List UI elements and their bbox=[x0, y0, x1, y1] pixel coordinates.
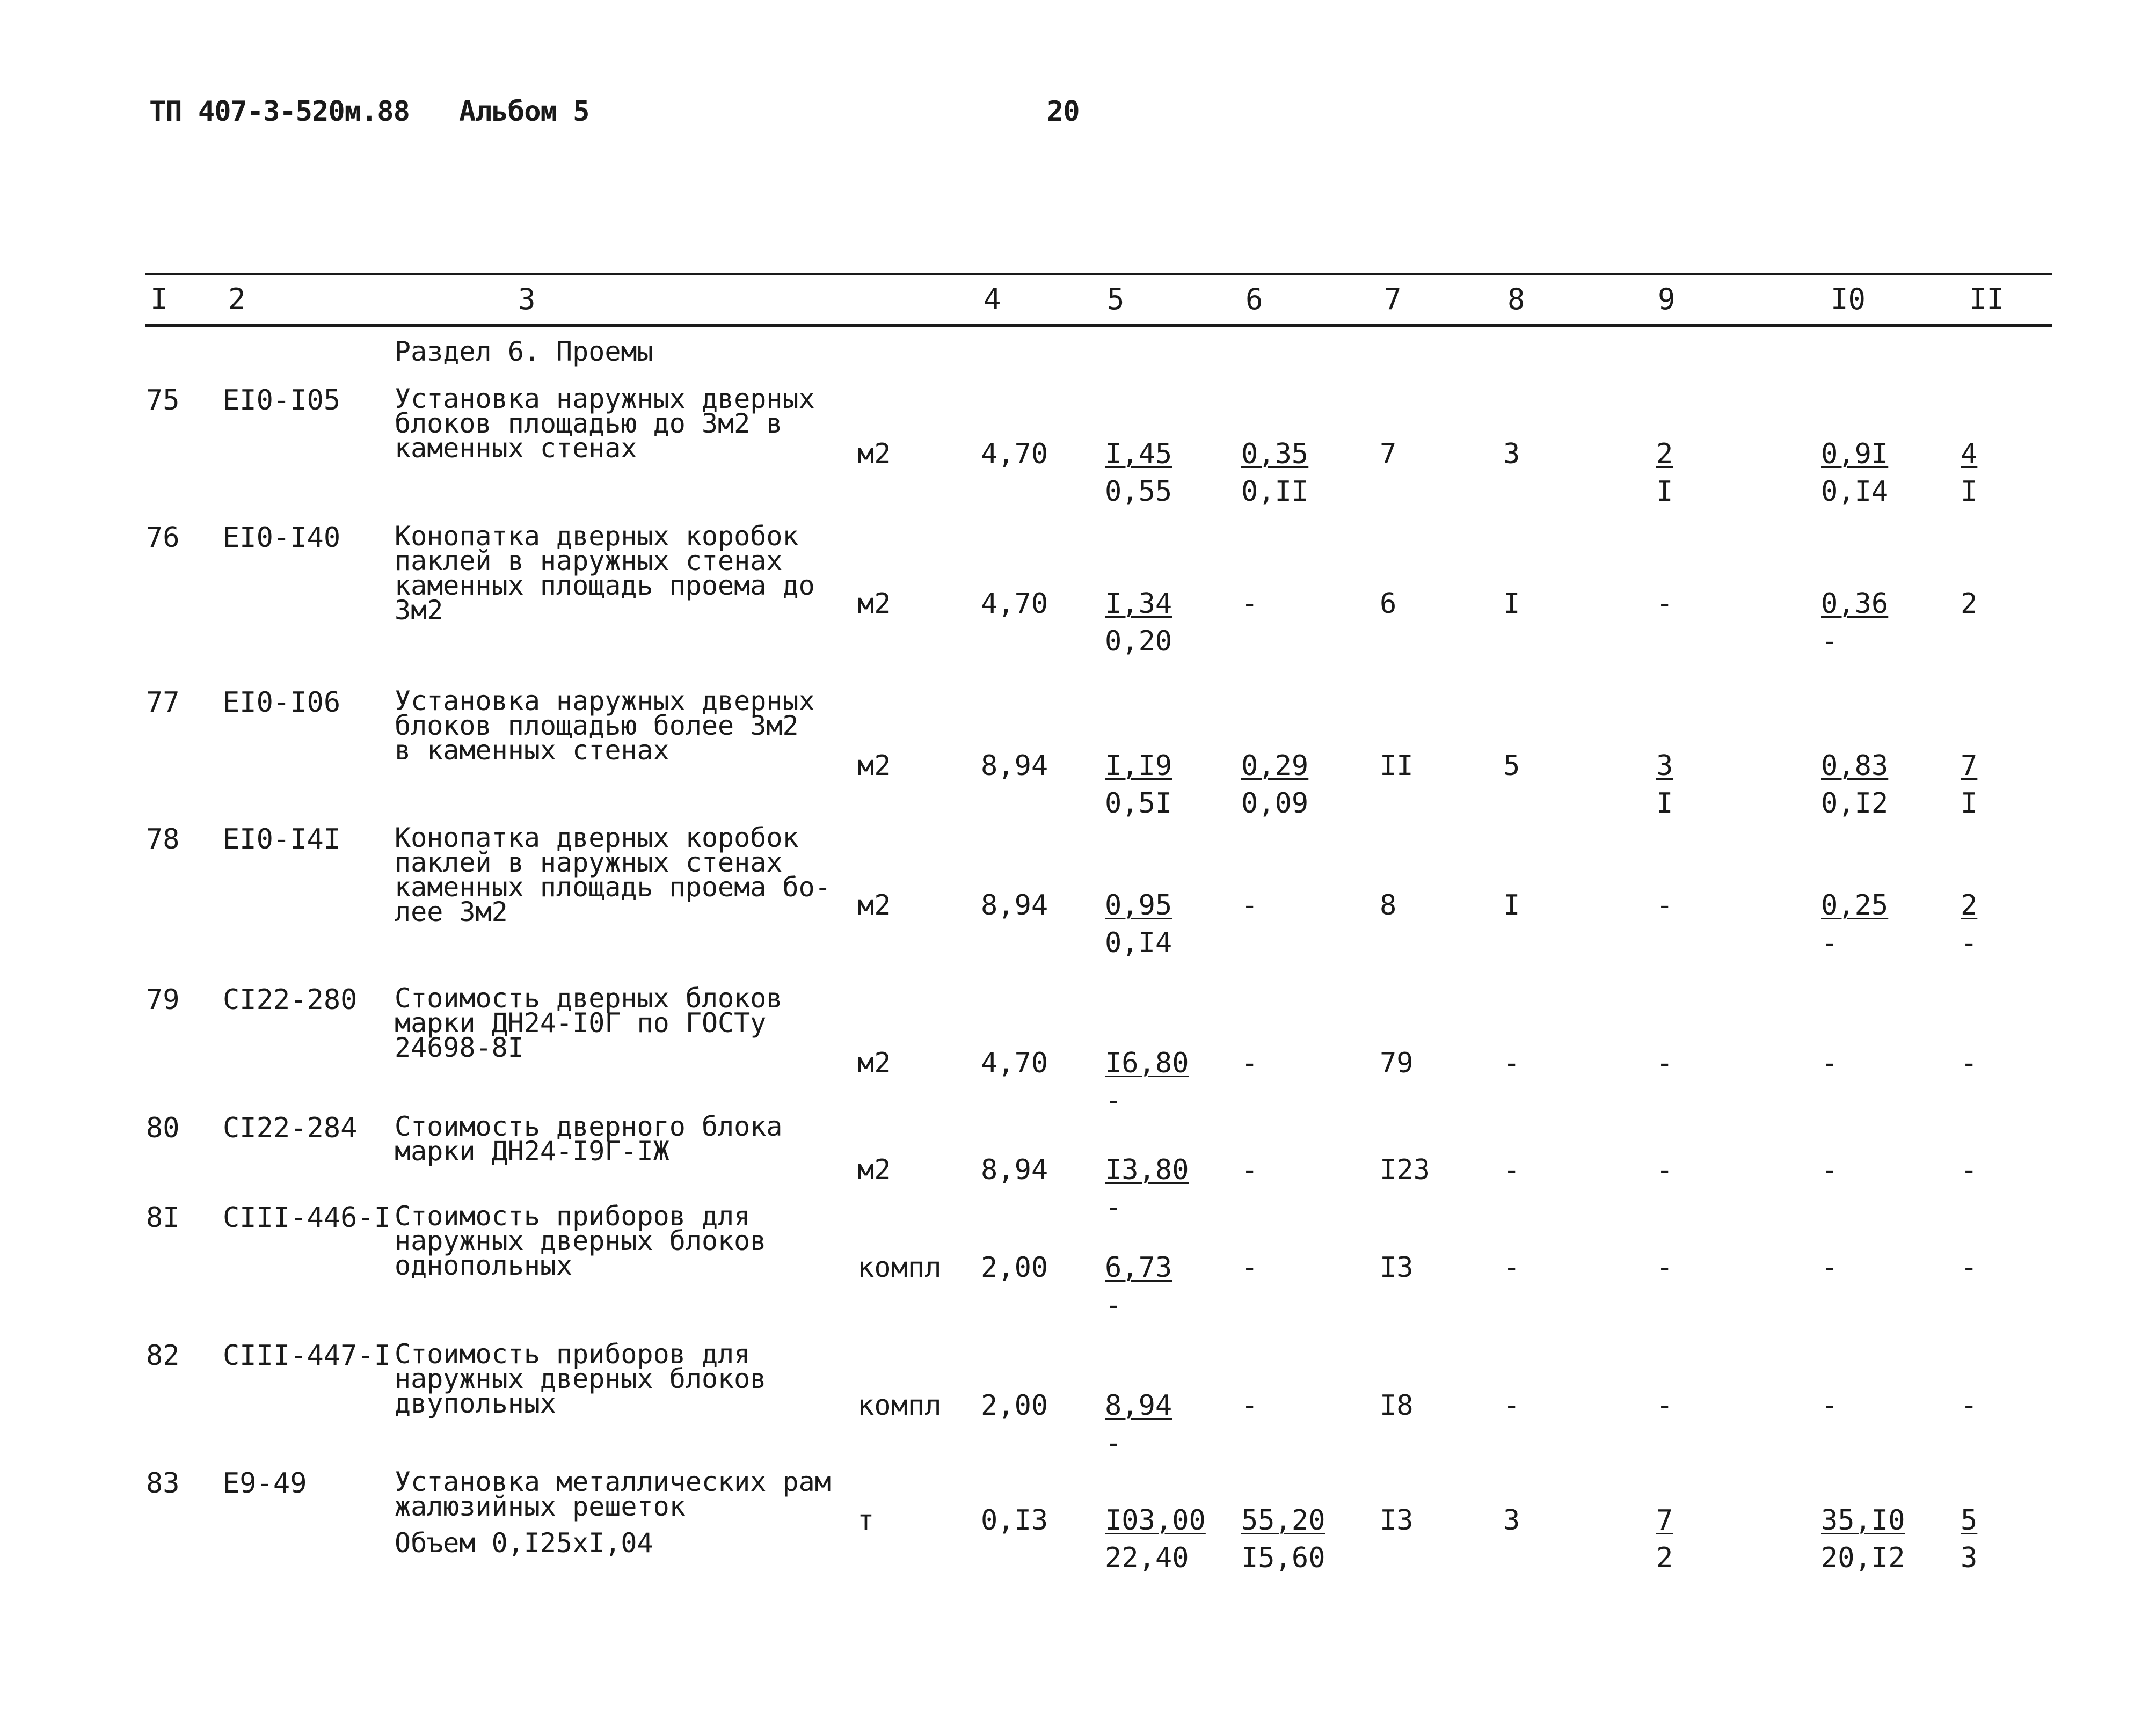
col9-top-value: - bbox=[1656, 1252, 1673, 1284]
description-line: каменных стенах bbox=[395, 433, 637, 464]
unit-cell: компл bbox=[857, 1390, 942, 1422]
col5-top-value: I03,00 bbox=[1105, 1504, 1206, 1537]
code-cell: Е9-49 bbox=[223, 1467, 307, 1500]
description-line: блоков площадью более 3м2 bbox=[395, 710, 799, 741]
col9-top-value: - bbox=[1656, 1047, 1673, 1079]
col5-top-value: 8,94 bbox=[1105, 1390, 1172, 1422]
row-number: 75 bbox=[146, 384, 180, 416]
description-line: Стоимость приборов для bbox=[395, 1201, 751, 1232]
description-line: марки ДН24-I9Г-IЖ bbox=[395, 1136, 669, 1167]
section-title: Раздел 6. Проемы bbox=[395, 336, 653, 367]
description-line: каменных площадь проема до bbox=[395, 570, 815, 601]
col8-value: - bbox=[1503, 1390, 1520, 1422]
col9-bottom-value: 2 bbox=[1656, 1542, 1673, 1574]
col10-top-value: 0,83 bbox=[1821, 750, 1889, 782]
row-number: 76 bbox=[146, 522, 180, 554]
description-line: Стоимость приборов для bbox=[395, 1339, 751, 1370]
col7-value: I8 bbox=[1380, 1390, 1414, 1422]
col7-value: 7 bbox=[1380, 438, 1397, 470]
col5-top-value: I,34 bbox=[1105, 588, 1172, 620]
description-line: жалюзийных решеток bbox=[395, 1491, 686, 1522]
col9-top-value: 7 bbox=[1656, 1504, 1673, 1537]
col6-top-value: - bbox=[1241, 1047, 1258, 1079]
description-line: 3м2 bbox=[395, 595, 443, 626]
col11-top-value: - bbox=[1961, 1390, 1978, 1422]
column-number: 3 bbox=[518, 282, 536, 316]
row-number: 80 bbox=[146, 1112, 180, 1144]
description-line: Установка наружных дверных bbox=[395, 685, 815, 716]
col11-bottom-value: 3 bbox=[1961, 1542, 1978, 1574]
col5-bottom-value: 0,5I bbox=[1105, 787, 1172, 820]
col5-top-value: I,45 bbox=[1105, 438, 1172, 470]
col8-value: - bbox=[1503, 1252, 1520, 1284]
col9-top-value: 3 bbox=[1656, 750, 1673, 782]
col10-bottom-value: - bbox=[1821, 625, 1838, 657]
col10-top-value: - bbox=[1821, 1390, 1838, 1422]
column-number: 6 bbox=[1245, 282, 1263, 316]
col10-top-value: - bbox=[1821, 1252, 1838, 1284]
col10-bottom-value: - bbox=[1821, 927, 1838, 959]
row-number: 8I bbox=[146, 1202, 180, 1234]
code-cell: СIII-446-I bbox=[223, 1202, 391, 1234]
col5-top-value: I,I9 bbox=[1105, 750, 1172, 782]
row-number: 82 bbox=[146, 1340, 180, 1372]
col6-top-value: - bbox=[1241, 1390, 1258, 1422]
col9-bottom-value: I bbox=[1656, 476, 1673, 508]
row-number: 77 bbox=[146, 686, 180, 719]
col6-top-value: 55,20 bbox=[1241, 1504, 1325, 1537]
col6-top-value: - bbox=[1241, 889, 1258, 922]
description-line: однопольных bbox=[395, 1250, 573, 1281]
column-number: 7 bbox=[1384, 282, 1402, 316]
col6-top-value: - bbox=[1241, 1252, 1258, 1284]
col10-top-value: 0,36 bbox=[1821, 588, 1889, 620]
unit-cell: м2 bbox=[857, 1047, 891, 1079]
unit-cell: м2 bbox=[857, 438, 891, 470]
col8-value: 3 bbox=[1503, 438, 1520, 470]
code-cell: СI22-280 bbox=[223, 984, 358, 1016]
col10-top-value: 0,9I bbox=[1821, 438, 1889, 470]
col11-bottom-value: I bbox=[1961, 476, 1978, 508]
description-line: каменных площадь проема бо- bbox=[395, 872, 831, 903]
unit-cell: компл bbox=[857, 1252, 942, 1284]
description-line: лее 3м2 bbox=[395, 896, 508, 927]
col6-bottom-value: 0,09 bbox=[1241, 787, 1309, 820]
quantity-cell: 4,70 bbox=[981, 438, 1048, 470]
code-cell: ЕI0-I40 bbox=[223, 522, 341, 554]
description-line: Стоимость дверного блока bbox=[395, 1111, 783, 1142]
quantity-cell: 2,00 bbox=[981, 1390, 1048, 1422]
col9-top-value: - bbox=[1656, 588, 1673, 620]
col5-bottom-value: - bbox=[1105, 1085, 1122, 1117]
quantity-cell: 4,70 bbox=[981, 588, 1048, 620]
col5-bottom-value: - bbox=[1105, 1191, 1122, 1224]
col5-bottom-value: 0,20 bbox=[1105, 625, 1172, 657]
row-number: 78 bbox=[146, 823, 180, 855]
col11-top-value: 7 bbox=[1961, 750, 1978, 782]
col7-value: 6 bbox=[1380, 588, 1397, 620]
column-number: 8 bbox=[1507, 282, 1525, 316]
col5-top-value: 6,73 bbox=[1105, 1252, 1172, 1284]
album-label: Альбом 5 bbox=[459, 96, 589, 128]
col11-top-value: - bbox=[1961, 1154, 1978, 1186]
description-line: блоков площадью до 3м2 в bbox=[395, 408, 783, 439]
col6-top-value: - bbox=[1241, 1154, 1258, 1186]
description-line: паклей в наружных стенах bbox=[395, 545, 783, 576]
col7-value: I23 bbox=[1380, 1154, 1430, 1186]
description-line: Конопатка дверных коробок bbox=[395, 822, 799, 853]
description-line: марки ДН24-I0Г по ГОСТу bbox=[395, 1007, 767, 1039]
col9-top-value: 2 bbox=[1656, 438, 1673, 470]
description-line: Установка металлических рам bbox=[395, 1466, 831, 1497]
row-number: 83 bbox=[146, 1467, 180, 1500]
description-line: двупольных bbox=[395, 1388, 557, 1419]
col11-top-value: 2 bbox=[1961, 889, 1978, 922]
description-line: Стоимость дверных блоков bbox=[395, 983, 783, 1014]
quantity-cell: 8,94 bbox=[981, 750, 1048, 782]
col9-bottom-value: I bbox=[1656, 787, 1673, 820]
col6-bottom-value: I5,60 bbox=[1241, 1542, 1325, 1574]
description-line: наружных дверных блоков bbox=[395, 1225, 767, 1256]
quantity-cell: 8,94 bbox=[981, 1154, 1048, 1186]
col8-value: - bbox=[1503, 1154, 1520, 1186]
unit-cell: м2 bbox=[857, 1154, 891, 1186]
col5-bottom-value: - bbox=[1105, 1289, 1122, 1321]
unit-cell: м2 bbox=[857, 588, 891, 620]
description-line: 24698-8I bbox=[395, 1032, 524, 1063]
quantity-cell: 8,94 bbox=[981, 889, 1048, 922]
row-number: 79 bbox=[146, 984, 180, 1016]
col6-bottom-value: 0,II bbox=[1241, 476, 1309, 508]
column-number: 9 bbox=[1658, 282, 1676, 316]
col11-bottom-value: - bbox=[1961, 927, 1978, 959]
col7-value: 79 bbox=[1380, 1047, 1414, 1079]
page-number: 20 bbox=[1047, 96, 1080, 128]
code-cell: ЕI0-I06 bbox=[223, 686, 341, 719]
description-line: паклей в наружных стенах bbox=[395, 847, 783, 878]
col5-bottom-value: 0,55 bbox=[1105, 476, 1172, 508]
col10-bottom-value: 0,I4 bbox=[1821, 476, 1889, 508]
document-code: ТП 407-3-520м.88 bbox=[149, 96, 410, 128]
col5-bottom-value: 0,I4 bbox=[1105, 927, 1172, 959]
col10-top-value: 0,25 bbox=[1821, 889, 1889, 922]
col7-value: II bbox=[1380, 750, 1414, 782]
col10-top-value: 35,I0 bbox=[1821, 1504, 1905, 1537]
unit-cell: м2 bbox=[857, 750, 891, 782]
col5-bottom-value: 22,40 bbox=[1105, 1542, 1189, 1574]
description-line: в каменных стенах bbox=[395, 735, 669, 766]
col5-top-value: I6,80 bbox=[1105, 1047, 1189, 1079]
col10-bottom-value: 0,I2 bbox=[1821, 787, 1889, 820]
column-number: II bbox=[1969, 282, 2005, 316]
col7-value: I3 bbox=[1380, 1252, 1414, 1284]
code-cell: СI22-284 bbox=[223, 1112, 358, 1144]
column-number: 5 bbox=[1107, 282, 1125, 316]
col8-value: I bbox=[1503, 889, 1520, 922]
unit-cell: т bbox=[857, 1504, 875, 1537]
column-number: I bbox=[150, 282, 168, 316]
column-number: 4 bbox=[984, 282, 1001, 316]
col11-bottom-value: I bbox=[1961, 787, 1978, 820]
table-top-rule bbox=[145, 273, 2052, 275]
col8-value: 5 bbox=[1503, 750, 1520, 782]
col11-top-value: - bbox=[1961, 1252, 1978, 1284]
quantity-cell: 0,I3 bbox=[981, 1504, 1048, 1537]
col11-top-value: 2 bbox=[1961, 588, 1978, 620]
col6-top-value: 0,29 bbox=[1241, 750, 1309, 782]
description-line: наружных дверных блоков bbox=[395, 1363, 767, 1394]
col11-top-value: 4 bbox=[1961, 438, 1978, 470]
col5-top-value: I3,80 bbox=[1105, 1154, 1189, 1186]
volume-note: Объем 0,I25хI,04 bbox=[395, 1527, 653, 1559]
quantity-cell: 2,00 bbox=[981, 1252, 1048, 1284]
col8-value: I bbox=[1503, 588, 1520, 620]
col8-value: - bbox=[1503, 1047, 1520, 1079]
col6-top-value: 0,35 bbox=[1241, 438, 1309, 470]
col11-top-value: 5 bbox=[1961, 1504, 1978, 1537]
col10-bottom-value: 20,I2 bbox=[1821, 1542, 1905, 1574]
table-header-rule bbox=[145, 324, 2052, 327]
column-number: 2 bbox=[228, 282, 246, 316]
col9-top-value: - bbox=[1656, 1154, 1673, 1186]
col9-top-value: - bbox=[1656, 1390, 1673, 1422]
unit-cell: м2 bbox=[857, 889, 891, 922]
col6-top-value: - bbox=[1241, 588, 1258, 620]
col11-top-value: - bbox=[1961, 1047, 1978, 1079]
description-line: Конопатка дверных коробок bbox=[395, 521, 799, 552]
col9-top-value: - bbox=[1656, 889, 1673, 922]
col5-top-value: 0,95 bbox=[1105, 889, 1172, 922]
col10-top-value: - bbox=[1821, 1154, 1838, 1186]
code-cell: СIII-447-I bbox=[223, 1340, 391, 1372]
quantity-cell: 4,70 bbox=[981, 1047, 1048, 1079]
description-line: Установка наружных дверных bbox=[395, 383, 815, 414]
col8-value: 3 bbox=[1503, 1504, 1520, 1537]
col7-value: I3 bbox=[1380, 1504, 1414, 1537]
col7-value: 8 bbox=[1380, 889, 1397, 922]
code-cell: ЕI0-I4I bbox=[223, 823, 341, 855]
col10-top-value: - bbox=[1821, 1047, 1838, 1079]
code-cell: ЕI0-I05 bbox=[223, 384, 341, 416]
col5-bottom-value: - bbox=[1105, 1427, 1122, 1459]
column-number: I0 bbox=[1831, 282, 1866, 316]
